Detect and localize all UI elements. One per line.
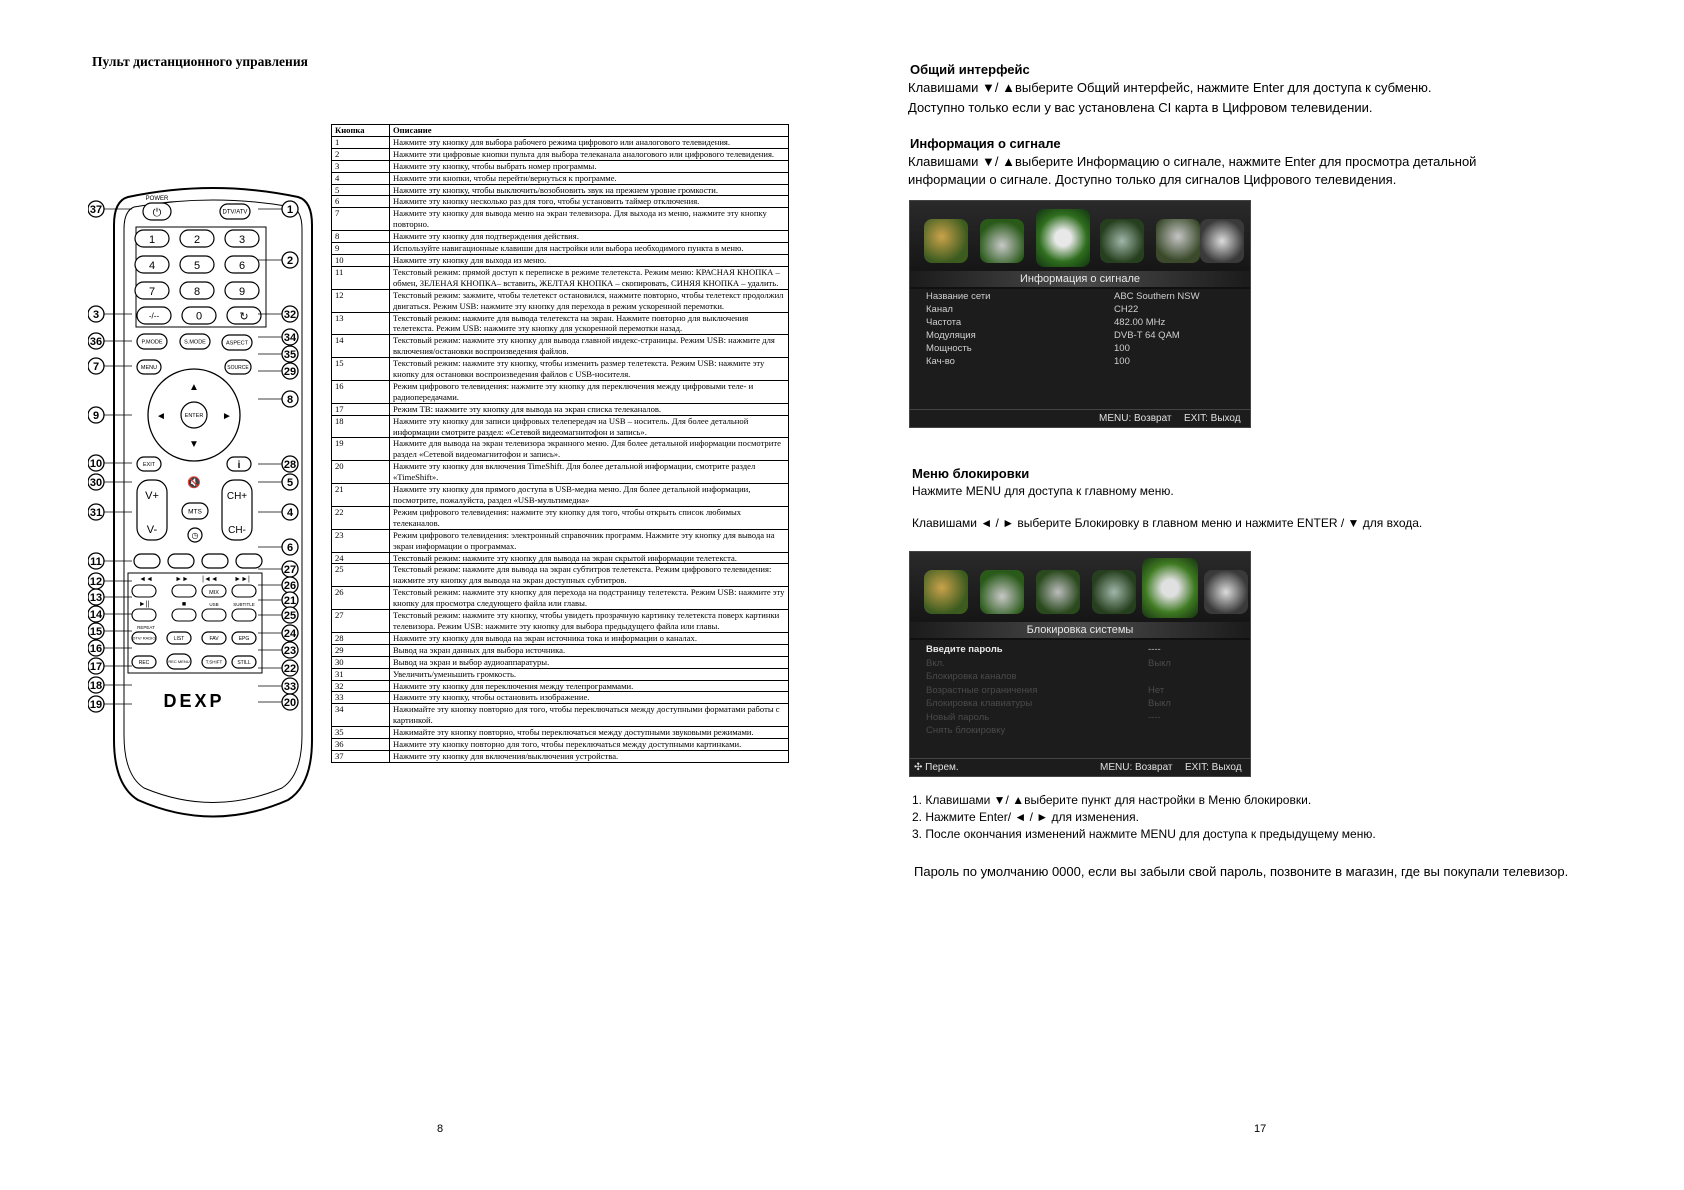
callout-36: 36	[89, 336, 103, 348]
table-cell-description: Текстовый режим: нажмите эту кнопку для вывода на экран скрытой информации телетекста.	[390, 552, 789, 564]
osd-row-label: Блокировка клавиатуры	[926, 698, 1033, 709]
callout-33: 33	[283, 681, 297, 693]
gear-icon	[1204, 570, 1248, 614]
table-cell-description: Нажимайте эту кнопку повторно, чтобы переключаться между доступными звуковыми режимами.	[390, 727, 789, 739]
play-pause-icon: ►||	[138, 601, 150, 608]
table-cell-description: Нажмите эту кнопку несколько раз для того, чтобы установить таймер отключения.	[390, 196, 789, 208]
table-cell-button: 27	[332, 610, 390, 633]
table-cell-button: 26	[332, 587, 390, 610]
table-cell-description: Нажмите эту кнопку для вывода на экран источника тока и информации о каналах.	[390, 632, 789, 644]
lock-footer-menu: MENU: Возврат	[1100, 762, 1173, 773]
usb-label: USB	[209, 602, 219, 607]
remote-illustration	[88, 185, 338, 825]
table-cell-description: Нажмите эту кнопку для выхода из меню.	[390, 254, 789, 266]
table-cell-description: Режим ТВ: нажмите эту кнопку для вывода на экран списка телеканалов.	[390, 403, 789, 415]
osd-row-value: ----	[1148, 644, 1161, 655]
osd-row-label: Частота	[926, 317, 962, 328]
osd-row-value: Нет	[1148, 684, 1165, 696]
table-row	[332, 358, 789, 381]
channel-icon	[1036, 209, 1090, 267]
table-cell-button: 4	[332, 172, 390, 184]
lock-footer-move	[914, 762, 959, 773]
table-cell-description: Нажмите эту кнопку для включения/выключения устройства.	[390, 750, 789, 762]
media-row1-btn	[172, 585, 196, 597]
osd-row-value: ----	[1148, 711, 1161, 723]
digit-9: 9	[238, 286, 246, 298]
digit-3: 3	[238, 234, 246, 246]
callout-5: 5	[286, 477, 294, 489]
media-row2-btn	[202, 609, 226, 621]
table-cell-description: Нажмите эту кнопку для прямого доступа в USB-медиа меню. Для более детальной информации, посмотрите, пожалуйста, раздел «USB-мультимедиа»	[390, 484, 789, 507]
table-row	[332, 750, 789, 762]
menu-button: MENU	[140, 364, 158, 371]
table-cell-button: 22	[332, 506, 390, 529]
rec-button: REC	[138, 659, 150, 666]
repeat-label: REPEAT	[137, 625, 155, 630]
table-cell-button: 10	[332, 254, 390, 266]
mute-icon: 🔇	[187, 477, 201, 489]
remote-drawing	[88, 185, 338, 825]
aspect-button: ASPECT	[225, 340, 249, 347]
callout-35: 35	[283, 349, 297, 361]
osd-row-value: 100	[1114, 343, 1130, 354]
table-cell-description: Режим цифрового телевидения: нажмите эту кнопку для того, чтобы открыть список любимых телеканалов.	[390, 506, 789, 529]
lock-line-1: Нажмите MENU для доступа к главному меню.	[912, 484, 1174, 498]
table-row	[332, 552, 789, 564]
osd-row-label: Название сети	[926, 291, 991, 302]
vol-plus: V+	[145, 490, 159, 502]
power-icon: ⏻	[152, 207, 162, 219]
callout-4: 4	[286, 507, 294, 519]
time-icon	[1100, 219, 1144, 263]
signal-footer-exit: EXIT: Выход	[1184, 413, 1241, 424]
table-cell-button: 36	[332, 739, 390, 751]
callout-15: 15	[89, 626, 103, 638]
lock-footer-exit: EXIT: Выход	[1185, 762, 1242, 773]
table-cell-button: 37	[332, 750, 390, 762]
table-cell-button: 33	[332, 692, 390, 704]
osd-row-value: 100	[1114, 356, 1130, 367]
callout-3: 3	[92, 309, 100, 321]
table-cell-button: 11	[332, 266, 390, 289]
osd-row-value: Выкл	[1148, 657, 1171, 669]
table-cell-description: Вывод на экран и выбор аудиоаппаратуры.	[390, 656, 789, 668]
table-cell-description: Нажмите эту кнопку для включения TimeShift. Для более детальной информации, смотрите раздел «TimeShift».	[390, 461, 789, 484]
osd-row-label: Кач-во	[926, 356, 955, 367]
table-cell-description: Нажмите эту кнопку для переключения между телепрограммами.	[390, 680, 789, 692]
table-row	[332, 680, 789, 692]
digit-1: 1	[148, 234, 156, 246]
table-cell-description: Текстовый режим: нажмите эту кнопку для вывода главной индекс-страницы. Режим USB: нажмите для включения/остановки воспроизведения файлов.	[390, 335, 789, 358]
callout-27: 27	[283, 564, 297, 576]
color-button-3	[202, 554, 228, 568]
password-note: Пароль по умолчанию 0000, если вы забыли свой пароль, позвоните в магазин, где вы покупали телевизор.	[914, 864, 1569, 879]
digit-2: 2	[193, 234, 201, 246]
callout-22: 22	[283, 663, 297, 675]
dash-button: -/--	[148, 311, 160, 321]
table-cell-description: Нажмите эту кнопку повторно для того, чтобы переключаться между доступными картинками.	[390, 739, 789, 751]
picture-icon	[924, 570, 968, 614]
exit-button: EXIT	[142, 461, 156, 468]
callout-10: 10	[89, 458, 103, 470]
table-cell-button: 20	[332, 461, 390, 484]
callout-19: 19	[89, 699, 103, 711]
callout-26: 26	[283, 580, 297, 592]
signal-footer-menu: MENU: Возврат	[1099, 413, 1172, 424]
lock-line-2: Клавишами ◄ / ► выберите Блокировку в главном меню и нажмите ENTER / ▼ для входа.	[912, 516, 1423, 530]
mix-button: MIX	[209, 590, 219, 596]
arrow-up-icon: ▲	[189, 382, 199, 393]
callout-28: 28	[283, 459, 297, 471]
table-cell-button: 5	[332, 184, 390, 196]
table-row	[332, 692, 789, 704]
table-cell-description: Текстовый режим: нажмите для вывода телетекста на экран. Нажмите повторно для выключения телетекста. Режим USB: нажмите эту кнопку для ускоренной перемотки назад.	[390, 312, 789, 335]
callout-7: 7	[92, 361, 100, 373]
table-cell-button: 19	[332, 438, 390, 461]
move-arrows-icon: ✣	[914, 762, 923, 773]
digit-7: 7	[148, 286, 156, 298]
callout-29: 29	[283, 366, 297, 378]
rewind-icon: ◄◄	[139, 576, 153, 583]
table-cell-button: 30	[332, 656, 390, 668]
table-row	[332, 254, 789, 266]
callout-32: 32	[283, 309, 297, 321]
callout-2: 2	[286, 255, 294, 267]
table-row	[332, 668, 789, 680]
lock-step-2: 2. Нажмите Enter/ ◄ / ► для изменения.	[912, 810, 1139, 824]
table-row	[332, 184, 789, 196]
arrow-right-icon: ►	[222, 411, 232, 422]
table-cell-button: 13	[332, 312, 390, 335]
callout-20: 20	[283, 697, 297, 709]
still-button: STILL	[237, 659, 251, 666]
callout-17: 17	[89, 661, 103, 673]
table-row	[332, 136, 789, 148]
table-cell-description: Текстовый режим: нажмите эту кнопку, чтобы изменить размер телетекста. Режим USB: нажмите эту кнопку для остановки воспроизведения файлов с USB-носителя.	[390, 358, 789, 381]
table-cell-description: Нажмите эту кнопку для подтверждения действия.	[390, 231, 789, 243]
table-cell-button: 15	[332, 358, 390, 381]
color-button-1	[134, 554, 160, 568]
ch-minus: CH-	[228, 525, 246, 536]
osd-row-label: Мощность	[926, 343, 972, 354]
table-row	[332, 727, 789, 739]
osd-row-value: CH22	[1114, 304, 1139, 315]
time-icon	[1092, 570, 1136, 614]
button-description-table	[331, 124, 789, 763]
table-row	[332, 632, 789, 644]
table-cell-button: 23	[332, 529, 390, 552]
source-button: SOURCE	[227, 364, 249, 371]
callout-31: 31	[89, 507, 103, 519]
table-cell-button: 34	[332, 704, 390, 727]
signal-info-screen	[909, 200, 1251, 428]
table-row	[332, 484, 789, 507]
table-header-description: Описание	[390, 125, 789, 137]
table-cell-description: Нажмите эту кнопку для выбора рабочего режима цифрового или аналогового телевидения.	[390, 136, 789, 148]
callout-6: 6	[286, 542, 294, 554]
table-cell-button: 31	[332, 668, 390, 680]
osd-row-value: ABC Southern NSW	[1114, 291, 1200, 302]
osd-row-value: 482.00 MHz	[1114, 317, 1166, 328]
osd-row-value: DVB-T 64 QAM	[1114, 330, 1180, 341]
table-row	[332, 587, 789, 610]
info-icon: i	[237, 460, 241, 471]
epg-button: EPG	[238, 635, 250, 642]
picture-icon	[924, 219, 968, 263]
callout-13: 13	[89, 592, 103, 604]
vol-minus: V-	[146, 524, 158, 536]
table-row	[332, 335, 789, 358]
table-cell-description: Режим цифрового телевидения: электронный справочник программ. Нажмите эту кнопку для вывода на экран информации о программах.	[390, 529, 789, 552]
brand-logo: DEXP	[163, 691, 225, 711]
zero-button: 0	[195, 310, 203, 323]
callout-30: 30	[89, 477, 103, 489]
callout-34: 34	[283, 332, 297, 344]
callout-11: 11	[90, 556, 102, 568]
table-cell-description: Текстовый режим: прямой доступ к переписке в режиме телетекста. Режим меню: КРАСНАЯ КНОПКА – обмен, ЗЕЛЕНАЯ КНОПКА– вставить, ЖЕЛТАЯ КНОПКА – скопировать, СИНЯЯ КНОПКА – удалить.	[390, 266, 789, 289]
table-row	[332, 644, 789, 656]
smode-button: S.MODE	[184, 339, 206, 346]
sound-icon	[980, 219, 1024, 263]
media-row1-btn	[132, 585, 156, 597]
table-row	[332, 403, 789, 415]
callout-12: 12	[89, 576, 103, 588]
media-row2-btn	[172, 609, 196, 621]
osd-row-label: Вкл.	[926, 657, 945, 669]
table-cell-description: Вывод на экран данных для выбора источника.	[390, 644, 789, 656]
table-row	[332, 461, 789, 484]
callout-23: 23	[283, 645, 297, 657]
channel-icon	[1036, 570, 1080, 614]
media-row2-btn	[232, 609, 256, 621]
table-cell-button: 35	[332, 727, 390, 739]
page-number-right: 17	[1254, 1123, 1267, 1135]
color-button-2	[168, 554, 194, 568]
mts-button: MTS	[188, 508, 202, 516]
digit-8: 8	[193, 286, 201, 298]
table-cell-button: 21	[332, 484, 390, 507]
table-cell-button: 3	[332, 160, 390, 172]
dtv-atv-button: DTV/ATV	[222, 209, 248, 216]
osd-row-label: Канал	[926, 304, 953, 315]
color-button-4	[236, 554, 262, 568]
subtitle-label: SUBTITLE	[233, 602, 255, 607]
callout-18: 18	[89, 680, 103, 692]
signal-line-2: информации о сигнале. Доступно только для сигналов Цифрового телевидения.	[908, 172, 1397, 187]
table-cell-button: 7	[332, 208, 390, 231]
digit-4: 4	[148, 260, 156, 272]
next-icon: ►►|	[234, 576, 250, 583]
table-cell-description: Текстовый режим: нажмите эту кнопку для перехода на подстраницу телетекста. Режим USB: нажмите эту кнопку для просмотра следующего файла или главы.	[390, 587, 789, 610]
osd-row-label: Снять блокировку	[926, 725, 1006, 736]
lock-step-3: 3. После окончания изменений нажмите MENU для доступа к предыдущему меню.	[912, 827, 1376, 841]
table-cell-button: 6	[332, 196, 390, 208]
table-row	[332, 506, 789, 529]
ch-plus: CH+	[226, 491, 248, 502]
lock-step-1: 1. Клавишами ▼/ ▲выберите пункт для настройки в Меню блокировки.	[912, 793, 1312, 807]
signal-heading: Информация о сигнале	[910, 136, 1061, 151]
table-row	[332, 704, 789, 727]
table-row	[332, 529, 789, 552]
clock-icon: ◷	[191, 531, 199, 540]
osd-row-label: Введите пароль	[926, 644, 1003, 655]
table-cell-button: 28	[332, 632, 390, 644]
table-cell-description: Используйте навигационные клавиши для настройки или выбора необходимого пункта в меню.	[390, 243, 789, 255]
table-cell-button: 8	[332, 231, 390, 243]
table-cell-button: 25	[332, 564, 390, 587]
callout-37: 37	[89, 204, 103, 216]
table-cell-button: 29	[332, 644, 390, 656]
osd-row-value: Выкл	[1148, 698, 1171, 709]
osd-row-label: Модуляция	[926, 330, 976, 341]
table-cell-description: Нажмите эту кнопку, чтобы остановить изображение.	[390, 692, 789, 704]
table-cell-button: 16	[332, 380, 390, 403]
table-row	[332, 739, 789, 751]
table-header-button: Кнопка	[332, 125, 390, 137]
table-cell-button: 1	[332, 136, 390, 148]
osd-row-label: Блокировка каналов	[926, 671, 1017, 682]
callout-8: 8	[286, 394, 294, 406]
callout-24: 24	[283, 628, 297, 640]
table-row	[332, 289, 789, 312]
stop-icon: ■	[181, 601, 187, 608]
table-cell-description: Нажмите эти кнопки, чтобы перейти/вернуться к программе.	[390, 172, 789, 184]
table-cell-description: Нажмите эту кнопку, чтобы выбрать номер программы.	[390, 160, 789, 172]
table-row	[332, 380, 789, 403]
table-row	[332, 208, 789, 231]
table-row	[332, 243, 789, 255]
table-cell-button: 17	[332, 403, 390, 415]
prev-icon: |◄◄	[202, 576, 218, 583]
digit-6: 6	[238, 260, 246, 272]
table-row	[332, 148, 789, 160]
table-cell-button: 2	[332, 148, 390, 160]
table-row	[332, 656, 789, 668]
signal-line-1: Клавишами ▼/ ▲выберите Информацию о сигнале, нажмите Enter для просмотра детальной	[908, 154, 1477, 169]
lock-menu-screen	[909, 551, 1251, 777]
table-row	[332, 266, 789, 289]
table-row	[332, 312, 789, 335]
osd-row-label: Новый пароль	[926, 711, 990, 723]
ci-heading: Общий интерфейс	[910, 62, 1030, 77]
table-cell-description: Режим цифрового телевидения: нажмите эту кнопку для переключения между цифровыми теле- и радиопередачами.	[390, 380, 789, 403]
table-row	[332, 564, 789, 587]
table-cell-description: Нажмите эти цифровые кнопки пульта для выбора телеканала аналогового или цифрового телевидения.	[390, 148, 789, 160]
callout-14: 14	[89, 609, 103, 621]
signal-osd-title: Информация о сигнале	[910, 271, 1250, 287]
table-row	[332, 231, 789, 243]
table-row	[332, 438, 789, 461]
tshift-button: T.SHIFT	[205, 659, 223, 665]
table-cell-description: Текстовый режим: нажмите эту кнопку, чтобы увидеть прозрачную картинку телетекста поверх картинки телевизора. Режим USB: нажмите эту кнопку для выбора предыдущего файла или главы.	[390, 610, 789, 633]
table-cell-description: Текстовый режим: зажмите, чтобы телетекст остановился, нажмите повторно, чтобы телетекст продолжил двигаться. Режим USB: нажмите эту кнопку для перехода в режим ускоренной перемотки.	[390, 289, 789, 312]
arrow-down-icon: ▼	[189, 439, 199, 450]
arrow-left-icon: ◄	[156, 411, 166, 422]
table-row	[332, 610, 789, 633]
lock-heading: Меню блокировки	[912, 466, 1030, 481]
table-cell-button: 18	[332, 415, 390, 438]
page-number-left: 8	[437, 1123, 444, 1135]
table-cell-button: 9	[332, 243, 390, 255]
table-cell-button: 14	[332, 335, 390, 358]
sound-icon	[980, 570, 1024, 614]
table-cell-description: Нажмите эту кнопку для вывода меню на экран телевизора. Для выхода из меню, нажмите эту кнопку повторно.	[390, 208, 789, 231]
gear-icon	[1200, 219, 1244, 263]
callout-9: 9	[92, 410, 100, 422]
dtv-radio-button: DTV/ RADIO	[132, 635, 156, 641]
lock-icon	[1142, 558, 1198, 618]
lock-icon	[1156, 219, 1200, 263]
list-button: LIST	[173, 635, 185, 642]
callout-16: 16	[89, 643, 103, 655]
enter-button: ENTER	[184, 413, 204, 419]
power-label: POWER	[145, 196, 169, 202]
callout-21: 21	[283, 595, 297, 607]
callout-25: 25	[283, 610, 297, 622]
table-cell-button: 24	[332, 552, 390, 564]
callout-1: 1	[286, 204, 294, 216]
return-icon: ↻	[239, 311, 249, 323]
fav-button: FAV	[209, 635, 219, 642]
table-cell-description: Нажмите эту кнопку, чтобы выключить/возобновить звук на прежнем уровне громкости.	[390, 184, 789, 196]
table-cell-description: Текстовый режим: нажмите для вывода на экран субтитров телетекста. Режим цифрового телевидения: нажмите эту кнопку для вывода на экран доступных субтитров.	[390, 564, 789, 587]
table-cell-button: 32	[332, 680, 390, 692]
table-cell-description: Нажимайте эту кнопку повторно для того, чтобы переключаться между доступными форматами работы с картинкой.	[390, 704, 789, 727]
pmode-button: P.MODE	[141, 339, 163, 346]
table-row	[332, 172, 789, 184]
forward-icon: ►►	[175, 576, 189, 583]
lock-footer-move-label: Перем.	[925, 762, 959, 773]
table-cell-button: 12	[332, 289, 390, 312]
digit-5: 5	[193, 260, 201, 272]
left-page-title: Пульт дистанционного управления	[92, 54, 308, 69]
rec-menu-button: REC MENU	[168, 658, 190, 664]
table-cell-description: Нажмите эту кнопку для записи цифровых телепередач на USB – носитель. Для более детальной информации смотрите раздел: «Сетевой видеомагнитофон и запись».	[390, 415, 789, 438]
media-row1-btn	[232, 585, 256, 597]
table-cell-description: Увеличить/уменьшить громкость.	[390, 668, 789, 680]
table-cell-description: Нажмите для вывода на экран телевизора экранного меню. Для более детальной информации посмотрите раздел «Сетевой видеомагнитофон и запись».	[390, 438, 789, 461]
ci-line-2: Доступно только если у вас установлена CI карта в Цифровом телевидении.	[908, 100, 1373, 115]
table-row	[332, 160, 789, 172]
lock-osd-title: Блокировка системы	[910, 622, 1250, 638]
ci-line-1: Клавишами ▼/ ▲выберите Общий интерфейс, нажмите Enter для доступа к субменю.	[908, 80, 1432, 95]
media-row2-btn	[132, 609, 156, 621]
osd-row-label: Возрастные ограничения	[926, 684, 1038, 696]
table-row	[332, 415, 789, 438]
table-row	[332, 196, 789, 208]
